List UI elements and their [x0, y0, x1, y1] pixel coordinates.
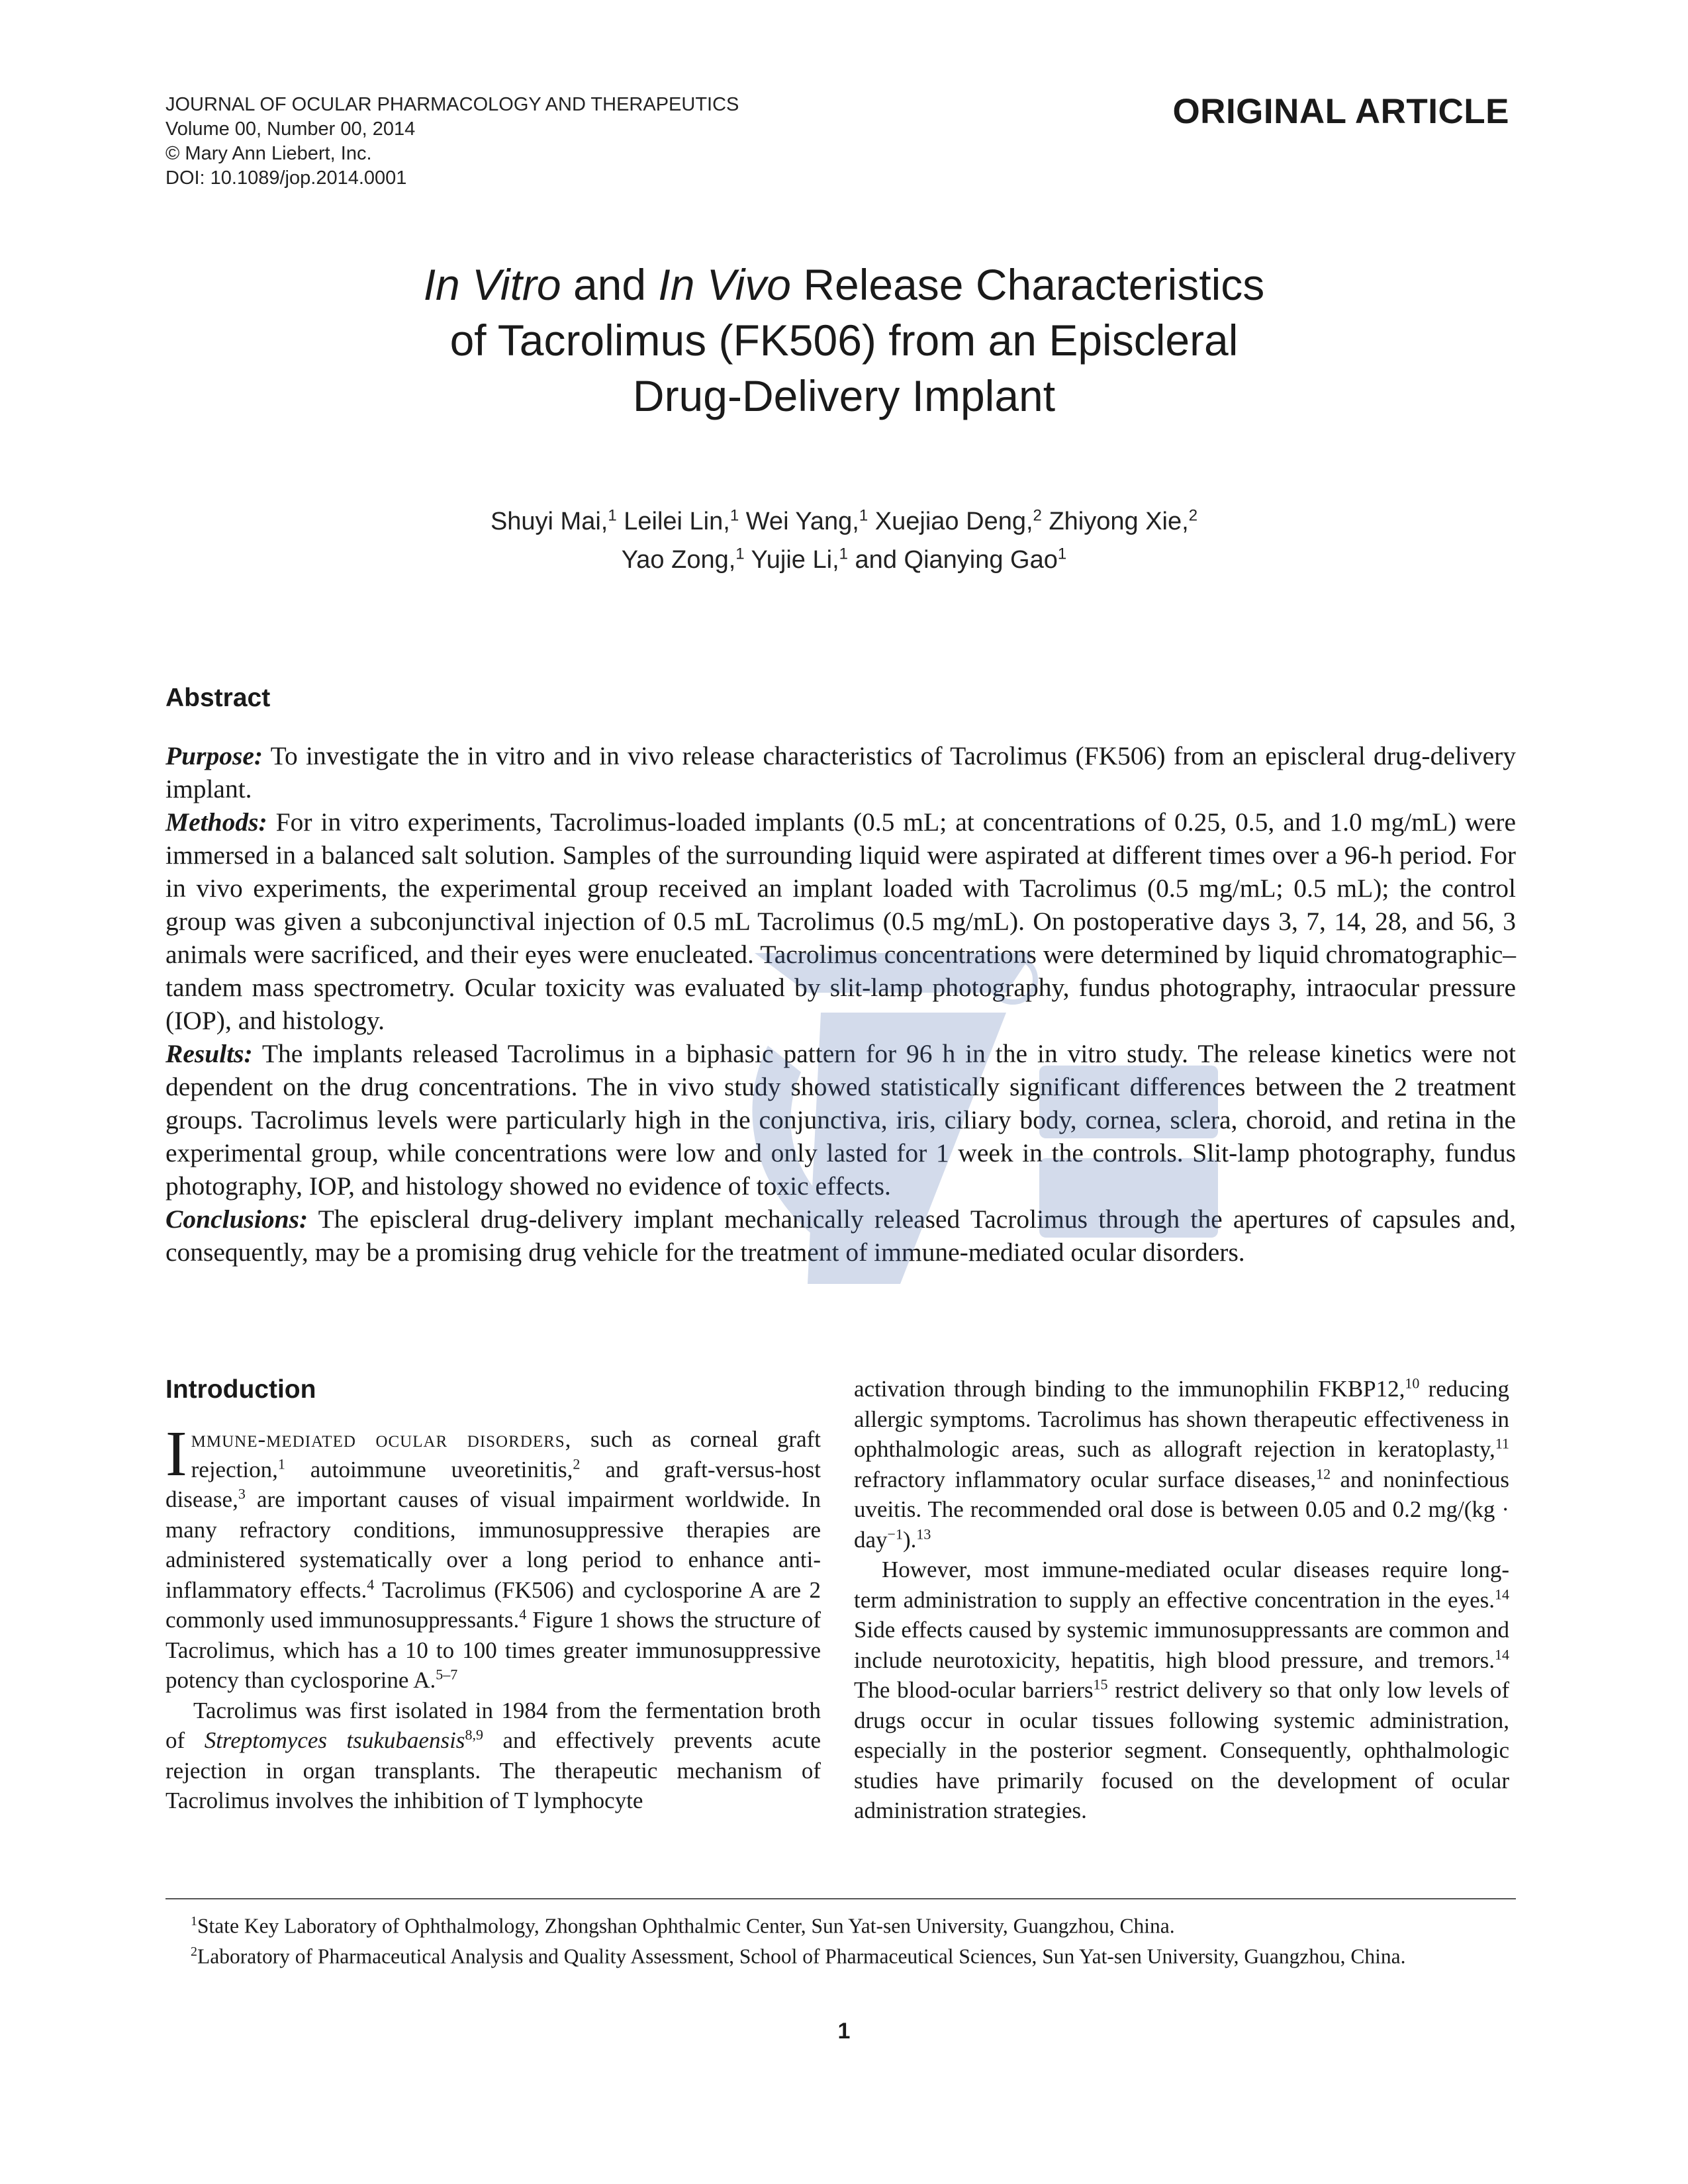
journal-header [165, 93, 894, 191]
results-label: Results: [165, 1039, 253, 1068]
author: Wei Yang,$^1$ [745, 506, 868, 535]
author-line-2 [199, 538, 1489, 577]
results-text: The implants released Tacrolimus in a biphasic pattern for 96 h in the in vitro study. The release kinetics were not dependent on the drug concentrations. The in vivo study showed statistically significant differences between the 2 treatment groups. Tacrolimus levels were particularly high in the conjunctiva, iris, ciliary body, cornea, sclera, choroid, and retina in the experimental group, while concentrations were low and only lasted for 1 week in the controls. Slit-lamp photography, fundus photography, IOP, and histology showed no evidence of toxic effects. [165, 1039, 1516, 1201]
abstract-results [165, 1037, 1516, 1203]
journal-doi: DOI: 10.1089/jop.2014.0001 [165, 167, 407, 189]
author: and Qianying Gao$^1$ [855, 545, 1067, 574]
abstract-conclusions [165, 1203, 1516, 1269]
author: Yujie Li,$^1$ [751, 545, 848, 574]
author: Shuyi Mai,$^1$ [490, 506, 617, 535]
footnote-divider [165, 1898, 1516, 1899]
conclusions-text: The episcleral drug-delivery implant mechanically released Tacrolimus through the apertures of capsules and, consequently, may be a promising drug vehicle for the treatment of immune-mediated ocular disorders. [165, 1205, 1516, 1267]
purpose-text: To investigate the in vitro and in vivo release characteristics of Tacrolimus (FK506) from an episcleral drug-delivery implant. [165, 741, 1516, 803]
journal-volume: Volume 00, Number 00, 2014 [165, 118, 416, 140]
intro-paragraph-3: However, most immune-mediated ocular diseases require long-term administration to supply an effective concentration in the eyes.$^{14}$ Side effects caused by systemic immunosuppressants are common and include neurotoxicity, hepatitis, high blood pressure, and tremors.$^{14}$ The blood-ocular barriers$^{15}$ restrict delivery so that only low levels of drugs occur in ocular tissues following systemic administration, especially in the posterior segment. Consequently, ophthalmologic studies have primarily focused on the development of ocular administration strategies. [854, 1557, 1510, 1823]
journal-copyright: © Mary Ann Liebert, Inc. [165, 143, 372, 164]
abstract-heading: Abstract [165, 684, 271, 712]
title-line-1-rest: Release Characteristics [791, 260, 1265, 309]
body-column-right [854, 1374, 1509, 1826]
title-line-2: of Tacrolimus (FK506) from an Episcleral [449, 316, 1239, 365]
title-in-vivo: In Vivo [658, 260, 791, 309]
title-line-1 [199, 257, 1489, 312]
methods-label: Methods: [165, 807, 267, 837]
abstract-methods [165, 805, 1516, 1037]
body-column-left [165, 1418, 821, 1816]
author: Xuejiao Deng,$^2$ [874, 506, 1042, 535]
methods-text: For in vitro experiments, Tacrolimus-loaded implants (0.5 mL; at concentrations of 0.25, 0.5, and 1.0 mg/mL) were immersed in a balanced salt solution. Samples of the surrounding liquid were aspirated at different times over a 96-h period. For in vivo experiments, the experimental group received an implant loaded with Tacrolimus (0.5 mg/mL; 0.5 mL); the control group was given a subconjunctival injection of 0.5 mL Tacrolimus (0.5 mg/mL). On postoperative days 3, 7, 14, 28, and 56, 3 animals were sacrificed, and their eyes were enucleated. Tacrolimus concentrations were determined by liquid chromatographic–tandem mass spectrometry. Ocular toxicity was evaluated by slit-lamp photography, fundus photography, intraocular pressure (IOP), and histology. [165, 807, 1516, 1035]
intro-paragraph-2-continued: activation through binding to the immunophilin FKBP12,10 reducing allergic symptoms. Tacrolimus has shown therapeutic effectiveness in ophthalmologic areas, such as allograft rejection in keratoplasty,$^{11}$ refractory inflammatory ocular surface diseases,$^{12}$ and noninfectious uveitis. The recommended oral dose is between 0.05 and 0.2 mg/(kg · day$^{-1}$).$^{13}$ [854, 1375, 1510, 1553]
author-list [199, 499, 1489, 576]
abstract-body [165, 739, 1516, 1269]
intro-paragraph-2: Tacrolimus was first isolated in 1984 from the fermentation broth of Streptomyces tsukubaensis$^{8,9}$ and effectively prevents acute rejection in organ transplants. The therapeutic mechanism of Tacrolimus involves the inhibition of T lymphocyte [165, 1697, 821, 1813]
author-line-1 [199, 499, 1489, 538]
purpose-label: Purpose: [165, 741, 263, 770]
footnotes [165, 1909, 1516, 1969]
author: Yao Zong,$^1$ [621, 545, 745, 574]
journal-name: JOURNAL OF OCULAR PHARMACOLOGY AND THERAPEUTICS [165, 94, 739, 115]
introduction-heading: Introduction [165, 1375, 316, 1404]
author: Leilei Lin,$^1$ [624, 506, 739, 535]
footnote-2: $^2$Laboratory of Pharmaceutical Analysis and Quality Assessment, School of Pharmaceutical Sciences, Sun Yat-sen University, Guangzhou, China. [191, 1944, 1406, 1968]
intro-paragraph-1: Immune-mediated ocular disorders, such as corneal graft rejection,$^1$ autoimmune uveoretinitis,$^2$ and graft-versus-host disease,$^3$ are important causes of visual impairment worldwide. In many refractory conditions, immunosuppressive therapies are administered systematically over a long period to enhance anti-inflammatory effects.$^4$ Tacrolimus (FK506) and cyclosporine A are 2 commonly used immunosuppressants.$^4$ Figure 1 shows the structure of Tacrolimus, which has a 10 to 100 times greater immunosuppressive potency than cyclosporine A.$^{5-7}$ [165, 1418, 821, 1693]
title-and: and [561, 260, 659, 309]
title-in-vitro: In Vitro [423, 260, 561, 309]
drop-cap: I [165, 1418, 187, 1490]
article-type: ORIGINAL ARTICLE [1172, 92, 1509, 131]
conclusions-label: Conclusions: [165, 1205, 308, 1234]
title-line-3: Drug-Delivery Implant [632, 371, 1056, 420]
author: Zhiyong Xie,$^2$ [1049, 506, 1198, 535]
article-title [199, 257, 1489, 424]
page-number: 1 [837, 2019, 851, 2044]
abstract-purpose [165, 739, 1516, 805]
footnote-1: $^1$State Key Laboratory of Ophthalmology, Zhongshan Ophthalmic Center, Sun Yat-sen University, Guangzhou, China. [191, 1914, 1175, 1938]
